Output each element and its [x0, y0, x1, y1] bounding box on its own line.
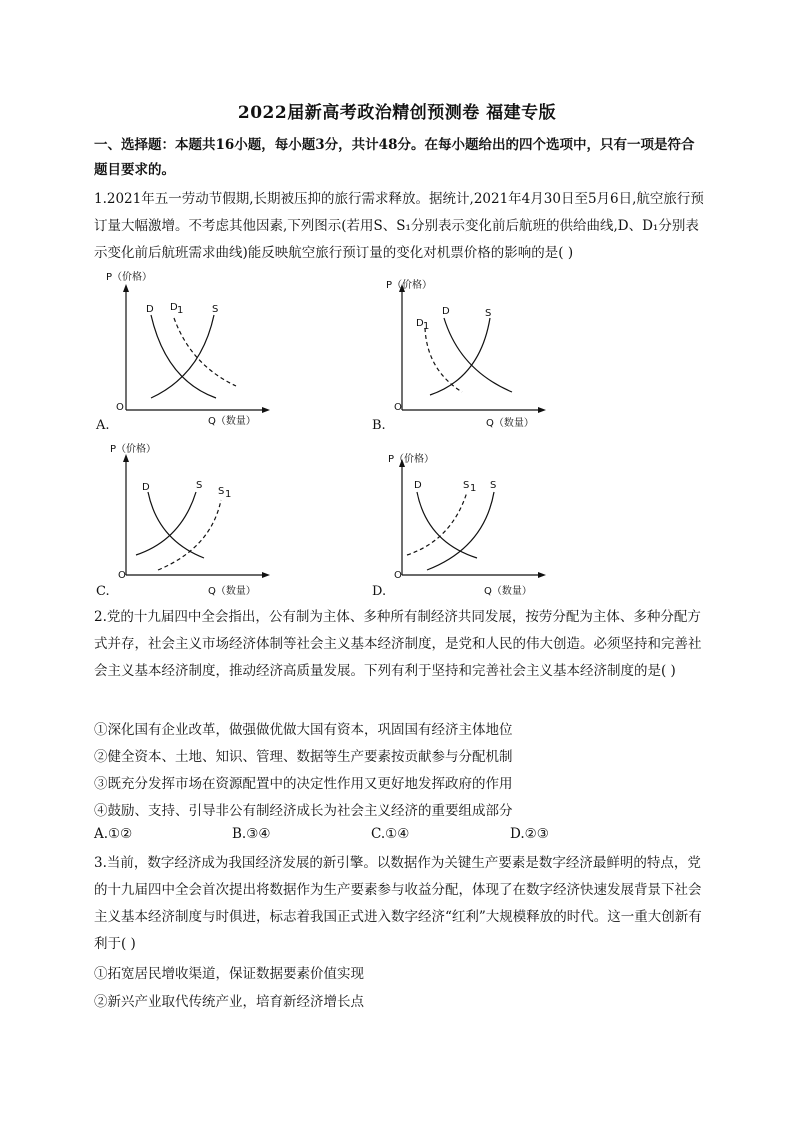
q2-item-2: ②健全资本、土地、知识、管理、数据等生产要素按贡献参与分配机制 — [94, 749, 513, 765]
q-axis-label: Q（数量） — [208, 586, 256, 597]
graph-a-svg — [96, 270, 276, 430]
curve-label-d1-sub: 1 — [177, 305, 184, 316]
p-axis-arrow — [123, 284, 129, 292]
section-heading: 一、选择题：本题共16小题，每小题3分，共计48分。在每小题给出的四个选项中，只有一项是符合题目要求的。 — [94, 137, 695, 178]
p-axis-label: P（价格） — [110, 444, 157, 455]
graph-d-svg — [372, 440, 552, 600]
q-axis-arrow — [538, 407, 546, 413]
demand-curve-d — [151, 315, 216, 398]
curve-label-d: D — [442, 306, 450, 317]
question-2-stem: 2.党的十九届四中全会指出，公有制为主体、多种所有制经济共同发展，按劳分配为主体、多种分配方式并存，社会主义市场经济体制等社会主义基本经济制度，是党和人民的伟大创造。必须坚持和完善社会主义基本经济制度，推动经济高质量发展。下列有利于坚持和完善社会主义基本经济制度的是( ) — [94, 609, 702, 679]
curve-label-d: D — [146, 304, 154, 315]
q-axis-label: Q（数量） — [486, 418, 534, 429]
origin-label: O — [394, 570, 402, 581]
supply-curve-s — [427, 492, 494, 570]
origin-label: O — [116, 402, 124, 413]
supply-curve-s — [151, 315, 214, 398]
curve-label-s1: S — [463, 480, 470, 491]
graph-a-letter: A. — [96, 418, 110, 433]
curve-label-s1: S — [218, 486, 225, 497]
supply-curve-s — [430, 318, 490, 395]
curve-label-d1: D — [416, 318, 424, 329]
curve-label-s: S — [490, 480, 497, 491]
q2-option-d[interactable]: D.②③ — [510, 826, 549, 842]
supply-curve-s1 — [158, 500, 221, 570]
q2-item-4: ④鼓励、支持、引导非公有制经济成长为社会主义经济的重要组成部分 — [94, 803, 513, 819]
curve-label-s1-sub: 1 — [225, 489, 232, 500]
demand-curve-d — [417, 492, 477, 558]
demand-curve-d — [148, 492, 204, 558]
q-axis-label: Q（数量） — [484, 586, 532, 597]
question-3-stem: 3.当前，数字经济成为我国经济发展的新引擎。以数据作为关键生产要素是数字经济最鲜明的特点，党的十九届四中全会首次提出将数据作为生产要素参与收益分配，体现了在数字经济快速发展背景下社会主义基本经济制度与时俱进，标志着我国正式进入数字经济“红利”大规模释放的时代。这一重大创新有利于( ) — [94, 855, 702, 952]
p-axis-label: P（价格） — [106, 272, 153, 283]
q-axis-arrow — [538, 572, 546, 578]
curve-label-d1: D — [170, 302, 178, 313]
q2-option-c[interactable]: C.①④ — [371, 826, 410, 842]
supply-curve-s1 — [407, 492, 467, 555]
question-1-stem: 1.2021年五一劳动节假期,长期被压抑的旅行需求释放。据统计,2021年4月30日至5月6日,航空旅行预订量大幅激增。不考虑其他因素,下列图示(若用S、S₁分别表示变化前后航班的供给曲线,D、D₁分别表示变化前后航班需求曲线)能反映航空旅行预订量的变化对机票价格的影响的是( ) — [94, 191, 704, 261]
graph-b[interactable] — [372, 270, 552, 434]
q2-option-a[interactable]: A.①② — [94, 826, 133, 842]
q3-item-1: ①拓宽居民增收渠道，保证数据要素价值实现 — [94, 966, 364, 982]
curve-label-s: S — [485, 308, 492, 319]
curve-label-d: D — [414, 480, 422, 491]
graph-c[interactable] — [96, 440, 276, 604]
p-axis-arrow — [123, 454, 129, 462]
curve-label-d1-sub: 1 — [423, 321, 430, 332]
graph-a[interactable] — [96, 270, 276, 434]
curve-label-s1-sub: 1 — [470, 483, 477, 494]
graph-b-letter: B. — [372, 418, 386, 433]
graph-d-letter: D. — [372, 584, 387, 599]
p-axis-label: P（价格） — [388, 454, 435, 465]
q2-option-b[interactable]: B.③④ — [232, 826, 271, 842]
supply-curve-s — [136, 492, 196, 555]
graph-c-svg — [96, 440, 276, 600]
demand-curve-d1 — [425, 328, 462, 392]
curve-label-d: D — [142, 482, 150, 493]
q2-item-3: ③既充分发挥市场在资源配置中的决定性作用又更好地发挥政府的作用 — [94, 776, 513, 792]
q-axis-arrow — [262, 407, 270, 413]
graph-d[interactable] — [372, 440, 552, 604]
origin-label: O — [394, 402, 402, 413]
q-axis-label: Q（数量） — [208, 416, 256, 427]
p-axis-label: P（价格） — [386, 280, 433, 291]
q-axis-arrow — [262, 572, 270, 578]
curve-label-s: S — [212, 304, 219, 315]
curve-label-s: S — [196, 480, 203, 491]
page-title: 2022届新高考政治精创预测卷 福建专版 — [237, 103, 557, 123]
q2-item-1: ①深化国有企业改革，做强做优做大国有资本，巩固国有经济主体地位 — [94, 722, 513, 738]
graph-b-svg — [372, 270, 552, 430]
graph-c-letter: C. — [96, 584, 110, 599]
q3-item-2: ②新兴产业取代传统产业，培育新经济增长点 — [94, 994, 364, 1010]
origin-label: O — [118, 570, 126, 581]
